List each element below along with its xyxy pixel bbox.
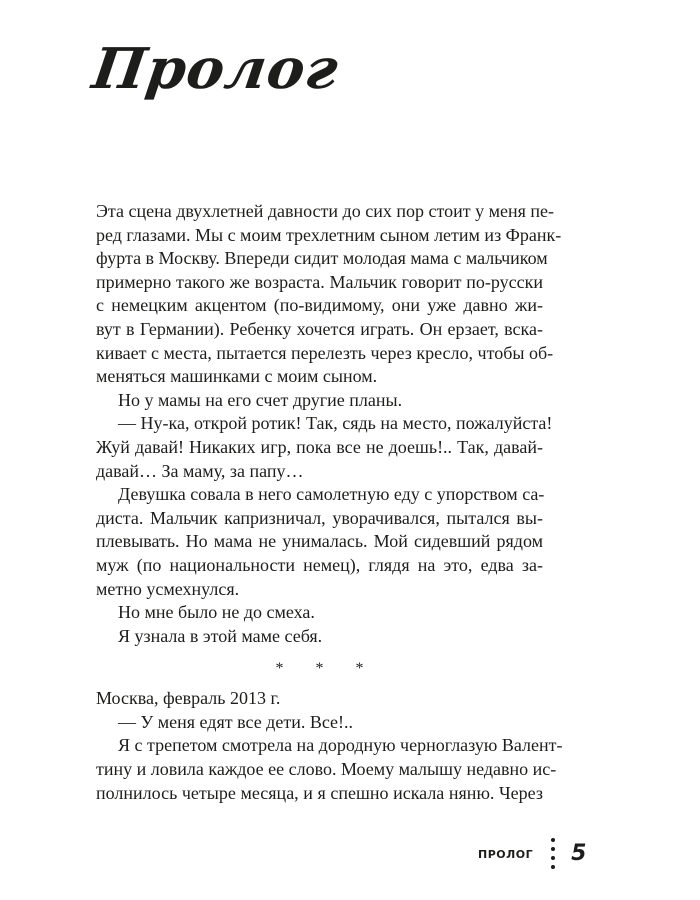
text-line: Я узнала в этой маме себя. [118, 625, 323, 646]
text-line: ред глазами. Мы с моим трехлетним сыном летим из Франк- [96, 224, 562, 245]
text-line: метно усмехнулся. [96, 578, 240, 599]
text-line: Но у мамы на его счет другие планы. [118, 389, 403, 410]
vertical-dots-icon [551, 838, 555, 869]
text-line: кивает с места, пытается перелезть через кресло, чтобы об- [96, 342, 554, 363]
text-line: Жуй давай! Никаких игр, пока все не доешь!.. Так, давай- [96, 436, 543, 457]
text-line: примерно такого же возраста. Мальчик говорит по-русски [96, 271, 543, 292]
chapter-title: Пролог [88, 36, 343, 102]
page-footer [478, 838, 586, 869]
text-line: тину и ловила каждое ее слово. Моему малышу недавно ис- [96, 759, 557, 780]
text-line: Девушка совала в него самолетную еду с упорством са- [118, 484, 545, 505]
text-line: Я с трепетом смотрела на дородную черноглазую Валент- [118, 735, 563, 756]
page-number: 5 [571, 841, 587, 866]
body-text [96, 200, 563, 805]
text-line: плевывать. Но мама не унималась. Мой сидевший рядом [96, 531, 543, 552]
text-line: вут в Германии). Ребенку хочется играть. Он ерзает, вска- [96, 318, 543, 339]
text-line: — Ну-ка, открой ротик! Так, сядь на место, пожалуйста! [118, 413, 553, 434]
text-line: полнилось четыре месяца, и я спешно искала няню. Через [96, 782, 543, 803]
text-line: Но мне было не до смеха. [118, 602, 315, 623]
text-line: давай… За маму, за папу… [96, 460, 304, 481]
text-line: Эта сцена двухлетней давности до сих пор стоит у меня пе- [96, 201, 554, 221]
text-line: меняться машинками с моим сыном. [96, 366, 378, 387]
text-line: — У меня едят все дети. Все!.. [118, 711, 354, 732]
text-line: фурта в Москву. Впереди сидит молодая мама с мальчиком [96, 248, 548, 269]
text-line: диста. Мальчик капризничал, уворачивался, пытался вы- [96, 507, 543, 528]
running-head: ПРОЛОГ [478, 848, 534, 861]
text-line: Москва, февраль 2013 г. [96, 688, 281, 709]
section-separator: * * * [275, 660, 378, 678]
text-line: с немецким акцентом (по-видимому, они уже давно жи- [96, 295, 543, 316]
text-line: муж (по национальности немец), глядя на это, едва за- [96, 554, 543, 575]
